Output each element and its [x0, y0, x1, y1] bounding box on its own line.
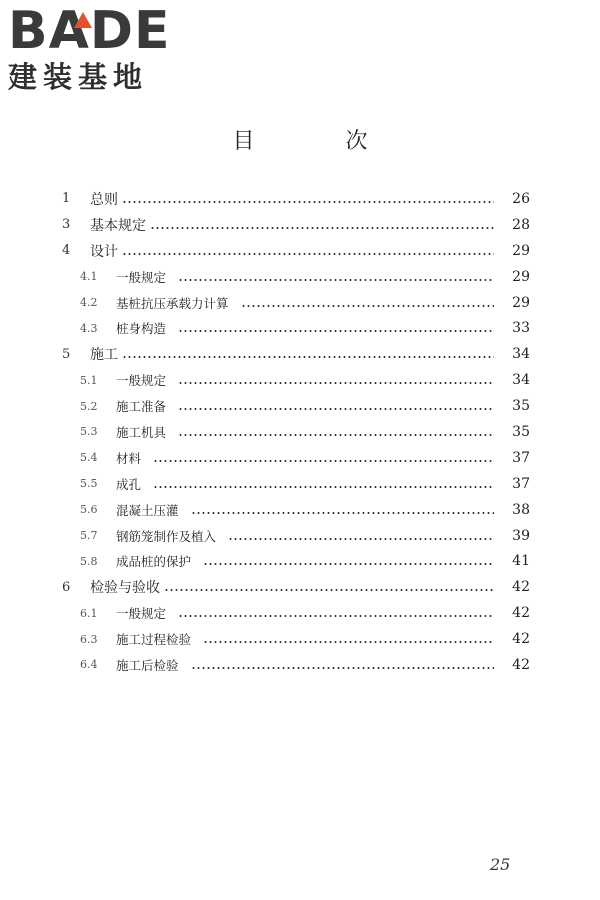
toc-entry-number: 5.4: [80, 451, 98, 465]
toc-entry-page: 29: [512, 268, 530, 285]
toc-entry-page: 38: [512, 501, 530, 518]
toc-entry-page: 29: [512, 294, 530, 311]
toc-entry-title: 一般规定: [116, 269, 167, 285]
toc-entry-number: 5.3: [80, 425, 98, 439]
toc-entry-title: 施工机具: [116, 424, 167, 440]
toc-entry[interactable]: [62, 264, 530, 290]
dot-leader: [178, 433, 494, 437]
toc-entry-page: 41: [512, 553, 530, 570]
toc-entry[interactable]: [62, 290, 530, 316]
logo-brand: BADE: [8, 1, 171, 61]
toc-entry-page: 34: [512, 346, 530, 363]
logo-subtitle: 建装基地: [8, 60, 149, 94]
toc-entry[interactable]: [62, 600, 530, 626]
logo-accent-triangle: [74, 12, 92, 28]
toc-entry-page: 29: [512, 242, 530, 259]
toc-entry[interactable]: [62, 497, 530, 523]
toc-entry[interactable]: [62, 445, 530, 471]
toc-entry-page: 42: [512, 631, 530, 648]
toc-entry-number: 1: [62, 191, 71, 207]
toc-entry-page: 35: [512, 398, 530, 415]
bade-logo: [8, 1, 183, 94]
toc-entry-number: 5.5: [80, 477, 98, 491]
dot-leader: [178, 278, 494, 282]
toc-entry-number: 6: [62, 579, 71, 595]
toc-entry-title: 材料: [116, 450, 142, 466]
toc-entry-number: 5.1: [80, 373, 98, 387]
toc-entry-page: 42: [512, 579, 530, 596]
toc-entry-title: 检验与验收: [90, 580, 160, 597]
toc-entry-title: 总则: [90, 191, 118, 208]
toc-entry-number: 5.8: [80, 554, 98, 568]
toc-entry-number: 5: [62, 346, 71, 362]
toc-entry-page: 42: [512, 605, 530, 622]
toc-entry[interactable]: [62, 341, 530, 367]
toc-entry-title: 一般规定: [116, 373, 167, 389]
dot-leader: [203, 640, 494, 644]
toc-entry-title: 基本规定: [90, 217, 146, 234]
toc-entry[interactable]: [62, 186, 530, 212]
toc-entry-title: 桩身构造: [116, 321, 167, 337]
toc-entry[interactable]: [62, 548, 530, 574]
dot-leader: [203, 562, 494, 566]
dot-leader: [122, 252, 494, 256]
toc-entry-page: 37: [512, 449, 530, 466]
toc-entry[interactable]: [62, 367, 530, 393]
toc-entry-title: 施工后检验: [116, 657, 179, 673]
toc-entry-number: 6.3: [80, 632, 98, 646]
toc-entry-title: 成孔: [116, 476, 142, 492]
toc-entry-title: 一般规定: [116, 606, 167, 622]
dot-leader: [164, 588, 494, 592]
dot-leader: [228, 537, 494, 541]
toc-entry[interactable]: [62, 471, 530, 497]
toc-entry-number: 5.7: [80, 529, 98, 543]
toc-entry[interactable]: [62, 652, 530, 678]
dot-leader: [178, 614, 494, 618]
toc-entry-number: 4.2: [80, 296, 98, 309]
toc-entry[interactable]: [62, 574, 530, 600]
toc-entry-title: 混凝土压灌: [116, 502, 179, 518]
toc-entry-title: 设计: [90, 243, 118, 260]
toc-entry-number: 4.1: [80, 270, 98, 284]
dot-leader: [191, 511, 494, 515]
dot-leader: [122, 200, 494, 204]
toc-entry-page: 34: [512, 372, 530, 389]
toc-entry[interactable]: [62, 523, 530, 549]
toc-entry[interactable]: [62, 315, 530, 341]
dot-leader: [150, 226, 494, 230]
toc-entry-title: 施工过程检验: [116, 632, 192, 648]
page-number: 25: [490, 855, 511, 874]
toc-entry-number: 3: [62, 217, 71, 233]
toc-entry[interactable]: [62, 419, 530, 445]
toc-title: 目 次: [232, 129, 410, 154]
toc-entry-number: 4: [62, 243, 71, 259]
toc-entry[interactable]: [62, 212, 530, 238]
toc-entry-page: 37: [512, 475, 530, 492]
dot-leader: [241, 304, 494, 308]
toc-entry-title: 施工准备: [116, 399, 167, 415]
toc-entry-page: 39: [512, 527, 530, 544]
toc-entry[interactable]: [62, 238, 530, 264]
toc-entry[interactable]: [62, 393, 530, 419]
dot-leader: [122, 355, 494, 359]
toc-entry-title: 基桩抗压承载力计算: [116, 295, 229, 311]
toc-entry-number: 4.3: [80, 321, 98, 335]
dot-leader: [153, 459, 494, 463]
toc-entry-page: 35: [512, 423, 530, 440]
toc-entry-number: 5.2: [80, 399, 98, 413]
dot-leader: [178, 407, 494, 411]
toc-entry-page: 26: [512, 190, 530, 207]
toc-entry-title: 钢筋笼制作及植入: [116, 528, 217, 544]
toc-entry-title: 成品桩的保护: [116, 554, 192, 570]
dot-leader: [178, 329, 494, 333]
dot-leader: [153, 485, 494, 489]
toc-entry-number: 6.1: [80, 606, 98, 620]
toc-entry-number: 5.6: [80, 503, 98, 517]
toc-entry-number: 6.4: [80, 658, 98, 672]
table-of-contents: [62, 186, 530, 678]
toc-entry-page: 28: [512, 216, 530, 233]
toc-entry-title: 施工: [90, 347, 118, 364]
dot-leader: [191, 666, 494, 670]
toc-entry-page: 42: [512, 656, 530, 673]
toc-entry[interactable]: [62, 626, 530, 652]
dot-leader: [178, 381, 494, 385]
toc-entry-page: 33: [512, 320, 530, 337]
